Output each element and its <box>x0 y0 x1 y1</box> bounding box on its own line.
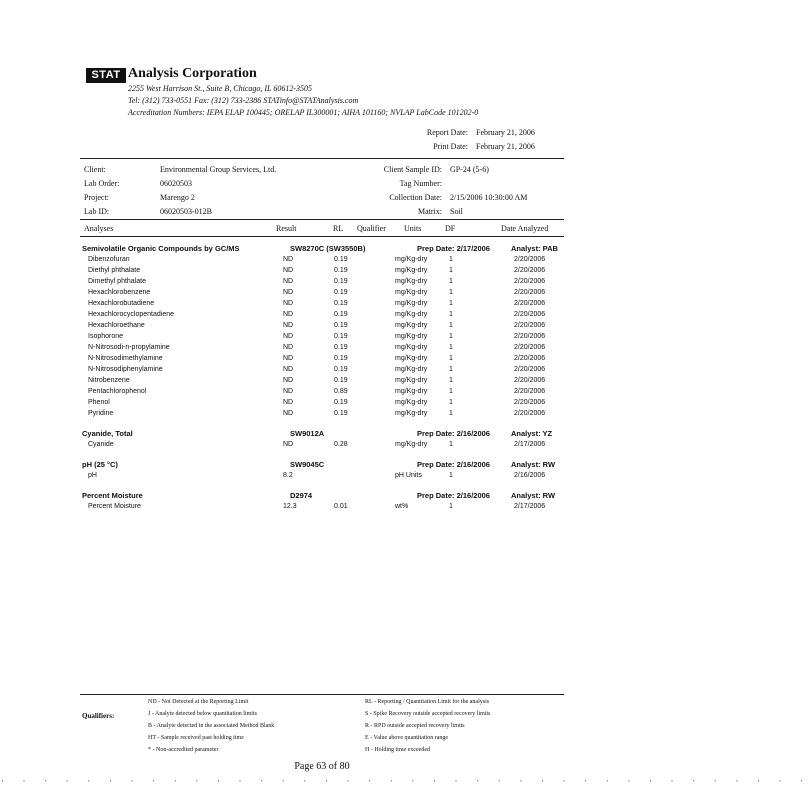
scan-artifact-dots: · · · · · · · · · · · · · · · · · · · · · · · · · · · · · · · · · · · · · · <box>0 777 810 786</box>
cell-rl: 0.19 <box>334 399 348 406</box>
cell-analyte: Hexachlorobutadiene <box>88 300 155 307</box>
divider <box>80 694 564 695</box>
col-date-analyzed: Date Analyzed <box>501 224 549 233</box>
collection-date-value: 2/15/2006 10:30:00 AM <box>450 193 528 202</box>
cell-result: ND <box>283 355 294 362</box>
project-label: Project: <box>84 193 109 202</box>
cell-df: 1 <box>449 278 453 285</box>
cell-analyte: Diethyl phthalate <box>88 267 141 274</box>
client-sample-label: Client Sample ID: <box>383 165 442 174</box>
cell-units: mg/Kg-dry <box>395 289 428 296</box>
print-date-label: Print Date: <box>433 142 468 151</box>
cell-rl: 0.19 <box>334 410 348 417</box>
cell-result: ND <box>283 388 294 395</box>
cell-result: 12.3 <box>283 503 297 510</box>
cell-df: 1 <box>449 333 453 340</box>
cell-df: 1 <box>449 472 453 479</box>
section-prep-date: Prep Date: 2/16/2006 <box>417 460 490 469</box>
cell-units: mg/Kg-dry <box>395 355 428 362</box>
cell-df: 1 <box>449 377 453 384</box>
section-prep-date: Prep Date: 2/16/2006 <box>417 429 490 438</box>
cell-units: mg/Kg-dry <box>395 410 428 417</box>
client-label: Client: <box>84 165 106 174</box>
cell-rl: 0.01 <box>334 503 348 510</box>
divider <box>80 158 564 159</box>
cell-analyte: Hexachloroethane <box>88 322 145 329</box>
lab-id-label: Lab ID: <box>84 207 110 216</box>
cell-analyte: N-Nitrosodi-n-propylamine <box>88 344 170 351</box>
cell-df: 1 <box>449 300 453 307</box>
cell-analyte: Dibenzofuran <box>88 256 130 263</box>
cell-rl: 0.19 <box>334 344 348 351</box>
tag-number-label: Tag Number: <box>399 179 442 188</box>
lab-id-value: 06020503-012B <box>160 207 212 216</box>
section-title: pH (25 °C) <box>82 460 118 469</box>
cell-df: 1 <box>449 322 453 329</box>
divider <box>80 219 564 220</box>
cell-date: 2/20/2006 <box>514 410 546 417</box>
section-title: Cyanide, Total <box>82 429 133 438</box>
qualifier-item: R - RPD outside accepted recovery limits <box>365 723 465 729</box>
cell-df: 1 <box>449 399 453 406</box>
cell-df: 1 <box>449 503 453 510</box>
cell-units: mg/Kg-dry <box>395 441 428 448</box>
cell-result: ND <box>283 366 294 373</box>
cell-date: 2/20/2006 <box>514 267 546 274</box>
cell-analyte: Phenol <box>88 399 110 406</box>
col-units: Units <box>404 224 422 233</box>
cell-date: 2/17/2006 <box>514 503 546 510</box>
cell-result: ND <box>283 278 294 285</box>
company-contact: Tel: (312) 733-0551 Fax: (312) 733-2386 STATinfo@STATAnalysis.com <box>128 96 359 105</box>
cell-units: mg/Kg-dry <box>395 267 428 274</box>
cell-analyte: Pentachlorophenol <box>88 388 147 395</box>
cell-df: 1 <box>449 344 453 351</box>
cell-result: 8.2 <box>283 472 293 479</box>
qualifier-item: B - Analyte detected in the associated Method Blank <box>148 723 275 729</box>
cell-date: 2/20/2006 <box>514 344 546 351</box>
collection-date-label: Collection Date: <box>389 193 442 202</box>
cell-rl: 0.19 <box>334 300 348 307</box>
cell-units: wt% <box>395 503 409 510</box>
col-rl: RL <box>333 224 344 233</box>
cell-rl: 0.19 <box>334 267 348 274</box>
cell-date: 2/20/2006 <box>514 333 546 340</box>
section-analyst: Analyst: RW <box>511 460 556 469</box>
cell-analyte: Hexachlorobenzene <box>88 289 151 296</box>
project-value: Marengo 2 <box>160 193 195 202</box>
cell-rl: 0.28 <box>334 441 348 448</box>
client-value: Environmental Group Services, Ltd. <box>160 165 277 174</box>
cell-df: 1 <box>449 256 453 263</box>
cell-analyte: Isophorone <box>88 333 124 340</box>
section-analyst: Analyst: PAB <box>511 244 558 253</box>
cell-date: 2/20/2006 <box>514 278 546 285</box>
cell-analyte: Nitrobenzene <box>88 377 130 384</box>
cell-date: 2/20/2006 <box>514 377 546 384</box>
qualifier-item: * - Non-accredited parameter <box>148 747 219 753</box>
qualifier-item: J - Analyte detected below quantitation limits <box>148 711 257 717</box>
cell-analyte: Cyanide <box>88 441 114 448</box>
cell-result: ND <box>283 410 294 417</box>
section-analyst: Analyst: YZ <box>511 429 553 438</box>
matrix-label: Matrix: <box>418 207 442 216</box>
cell-result: ND <box>283 256 294 263</box>
cell-result: ND <box>283 322 294 329</box>
cell-analyte: N-Nitrosodimethylamine <box>88 355 163 362</box>
cell-rl: 0.19 <box>334 355 348 362</box>
cell-date: 2/20/2006 <box>514 300 546 307</box>
cell-rl: 0.19 <box>334 311 348 318</box>
cell-df: 1 <box>449 311 453 318</box>
company-name: Analysis Corporation <box>128 66 257 81</box>
cell-analyte: pH <box>88 472 97 479</box>
cell-rl: 0.89 <box>334 388 348 395</box>
section-prep-date: Prep Date: 2/16/2006 <box>417 491 490 500</box>
cell-units: mg/Kg-dry <box>395 399 428 406</box>
cell-df: 1 <box>449 410 453 417</box>
cell-result: ND <box>283 441 294 448</box>
section-method: SW9012A <box>290 429 325 438</box>
cell-units: mg/Kg-dry <box>395 322 428 329</box>
cell-date: 2/20/2006 <box>514 399 546 406</box>
cell-analyte: N-Nitrosodiphenylamine <box>88 366 163 373</box>
cell-df: 1 <box>449 289 453 296</box>
cell-date: 2/20/2006 <box>514 256 546 263</box>
cell-rl: 0.19 <box>334 289 348 296</box>
print-date: February 21, 2006 <box>476 142 535 151</box>
cell-units: mg/Kg-dry <box>395 388 428 395</box>
col-qualifier: Qualifier <box>357 224 386 233</box>
cell-result: ND <box>283 289 294 296</box>
cell-analyte: Percent Moisture <box>88 503 141 510</box>
section-method: SW8270C (SW3550B) <box>290 244 366 253</box>
cell-rl: 0.19 <box>334 377 348 384</box>
cell-result: ND <box>283 300 294 307</box>
qualifier-item: E - Value above quantitation range <box>365 735 449 741</box>
section-title: Semivolatile Organic Compounds by GC/MS <box>82 244 240 253</box>
cell-df: 1 <box>449 366 453 373</box>
cell-rl: 0.19 <box>334 256 348 263</box>
cell-units: mg/Kg-dry <box>395 300 428 307</box>
cell-rl: 0.19 <box>334 333 348 340</box>
cell-date: 2/20/2006 <box>514 322 546 329</box>
qualifiers-label: Qualifiers: <box>82 712 115 720</box>
cell-df: 1 <box>449 388 453 395</box>
cell-result: ND <box>283 344 294 351</box>
cell-date: 2/20/2006 <box>514 355 546 362</box>
cell-date: 2/16/2006 <box>514 472 546 479</box>
cell-units: mg/Kg-dry <box>395 256 428 263</box>
page-number: Page 63 of 80 <box>294 761 350 772</box>
cell-units: mg/Kg-dry <box>395 311 428 318</box>
divider <box>80 236 564 237</box>
cell-date: 2/20/2006 <box>514 289 546 296</box>
cell-result: ND <box>283 377 294 384</box>
cell-result: ND <box>283 267 294 274</box>
cell-rl: 0.19 <box>334 278 348 285</box>
lab-order-value: 06020503 <box>160 179 192 188</box>
col-analyses: Analyses <box>84 224 114 233</box>
section-method: D2974 <box>290 491 313 500</box>
cell-df: 1 <box>449 355 453 362</box>
cell-analyte: Hexachlorocyclopentadiene <box>88 311 174 318</box>
company-accreditation: Accreditation Numbers: IEPA ELAP 100445; ORELAP IL300001; AIHA 101160; NVLAP LabCode 101202-0 <box>128 108 479 117</box>
cell-analyte: Pyridine <box>88 410 114 417</box>
cell-result: ND <box>283 311 294 318</box>
cell-rl: 0.19 <box>334 322 348 329</box>
qualifier-item: H - Holding time exceeded <box>365 747 430 753</box>
cell-date: 2/20/2006 <box>514 388 546 395</box>
cell-units: mg/Kg-dry <box>395 366 428 373</box>
qualifier-item: RL - Reporting / Quantitation Limit for the analysis <box>365 699 490 705</box>
cell-units: mg/Kg-dry <box>395 278 428 285</box>
cell-date: 2/17/2006 <box>514 441 546 448</box>
section-prep-date: Prep Date: 2/17/2006 <box>417 244 490 253</box>
lab-order-label: Lab Order: <box>84 179 120 188</box>
cell-df: 1 <box>449 267 453 274</box>
company-logo: STAT <box>86 68 126 83</box>
qualifier-item: HT - Sample received past holding time <box>148 735 244 741</box>
cell-date: 2/20/2006 <box>514 311 546 318</box>
cell-result: ND <box>283 399 294 406</box>
section-title: Percent Moisture <box>82 491 143 500</box>
company-address: 2255 West Harrison St., Suite B, Chicago, IL 60612-3505 <box>128 84 313 93</box>
cell-units: mg/Kg-dry <box>395 344 428 351</box>
section-analyst: Analyst: RW <box>511 491 556 500</box>
client-sample-value: GP-24 (5-6) <box>450 165 489 174</box>
qualifier-item: S - Spike Recovery outside accepted recovery limits <box>365 711 491 717</box>
cell-analyte: Dimethyl phthalate <box>88 278 146 285</box>
report-date: February 21, 2006 <box>476 128 535 137</box>
cell-df: 1 <box>449 441 453 448</box>
col-result: Result <box>276 224 297 233</box>
cell-result: ND <box>283 333 294 340</box>
cell-units: mg/Kg-dry <box>395 333 428 340</box>
section-method: SW9045C <box>290 460 325 469</box>
cell-date: 2/20/2006 <box>514 366 546 373</box>
cell-units: mg/Kg-dry <box>395 377 428 384</box>
matrix-value: Soil <box>450 207 463 216</box>
cell-rl: 0.19 <box>334 366 348 373</box>
qualifier-item: ND - Not Detected at the Reporting Limit <box>148 699 249 705</box>
report-date-label: Report Date: <box>426 128 468 137</box>
col-df: DF <box>445 224 456 233</box>
cell-units: pH Units <box>395 472 422 479</box>
